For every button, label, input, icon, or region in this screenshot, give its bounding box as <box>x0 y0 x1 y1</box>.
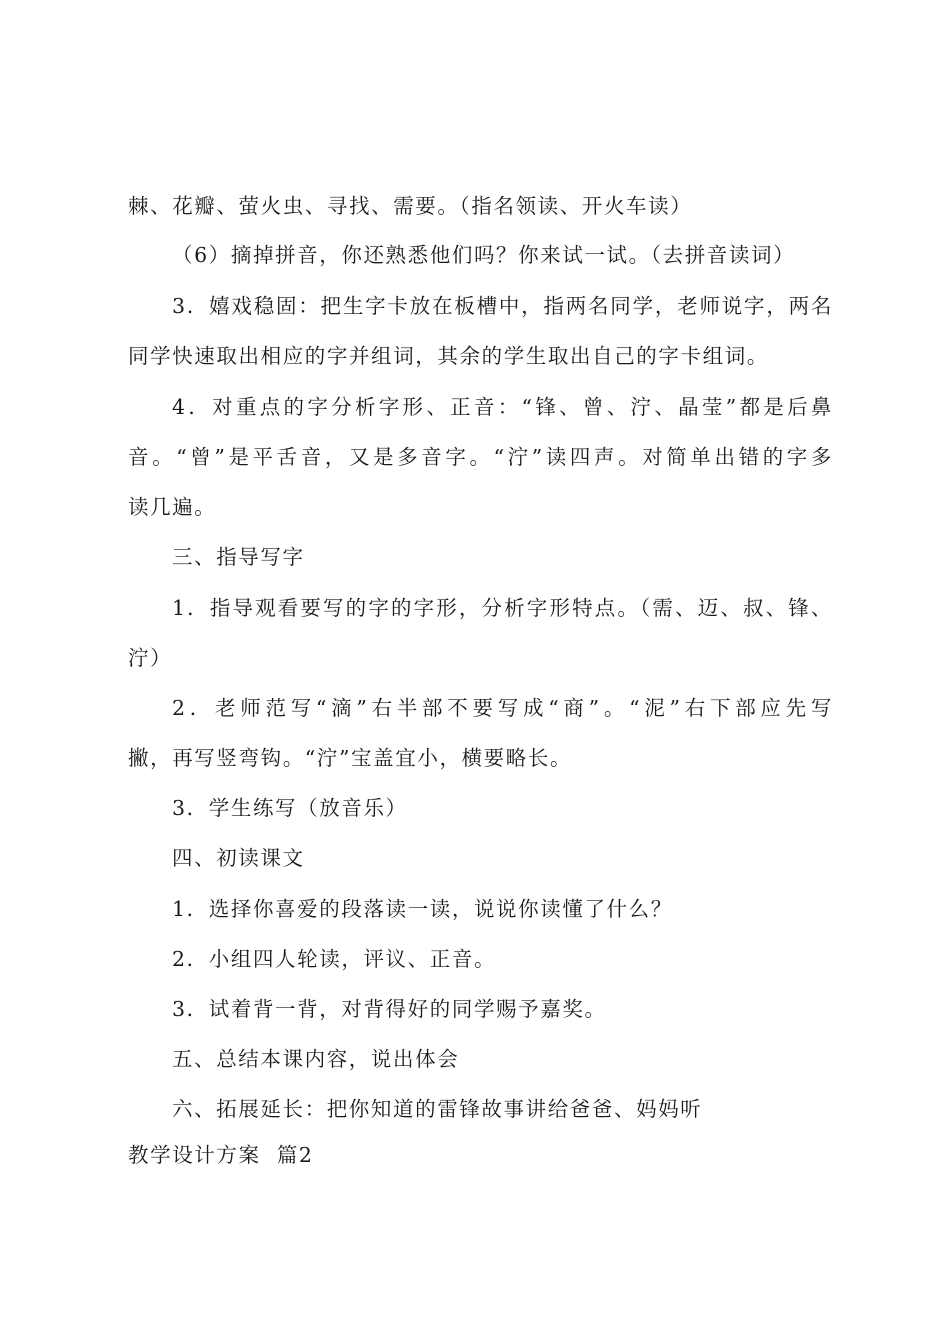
text-line: 棘、花瓣、萤火虫、寻找、需要。（指名领读、开火车读） <box>128 194 693 218</box>
text-line: 1．指导观看要写的字的字形，分析字形特点。（需、迈、叔、锋、 <box>172 596 833 620</box>
text-line: 1．选择你喜爱的段落读一读，说说你读懂了什么？ <box>172 897 673 921</box>
section-heading: 三、指导写字 <box>172 545 305 569</box>
text-line: 3．学生练写（放音乐） <box>172 796 408 820</box>
text-line: 同学快速取出相应的字并组词，其余的学生取出自己的字卡组词。 <box>128 344 769 368</box>
text-line: 音。“曾”是平舌音，又是多音字。“泞”读四声。对简单出错的字多 <box>128 445 833 469</box>
section-heading: 五、总结本课内容，说出体会 <box>172 1047 460 1071</box>
section-heading: 六、拓展延长：把你知道的雷锋故事讲给爸爸、妈妈听 <box>172 1097 703 1121</box>
text-line: 撇，再写竖弯钩。“泞”宝盖宜小，横要略长。 <box>128 746 573 770</box>
text-line: 读几遍。 <box>128 495 217 519</box>
section-heading: 四、初读课文 <box>172 846 305 870</box>
document-title: 教学设计方案 篇2 <box>128 1143 314 1167</box>
text-line: 泞） <box>128 646 173 670</box>
text-line: （6）摘掉拼音，你还熟悉他们吗？你来试一试。（去拼音读词） <box>172 243 796 267</box>
text-line: 4．对重点的字分析字形、正音：“锋、曾、泞、晶莹”都是后鼻 <box>172 395 833 419</box>
text-line: 2．小组四人轮读，评议、正音。 <box>172 947 497 971</box>
text-line: 3．嬉戏稳固：把生字卡放在板槽中，指两名同学，老师说字，两名 <box>172 294 833 318</box>
text-line: 2．老师范写“滴”右半部不要写成“商”。“泥”右下部应先写 <box>172 696 833 720</box>
text-line: 3．试着背一背，对背得好的同学赐予嘉奖。 <box>172 997 607 1021</box>
